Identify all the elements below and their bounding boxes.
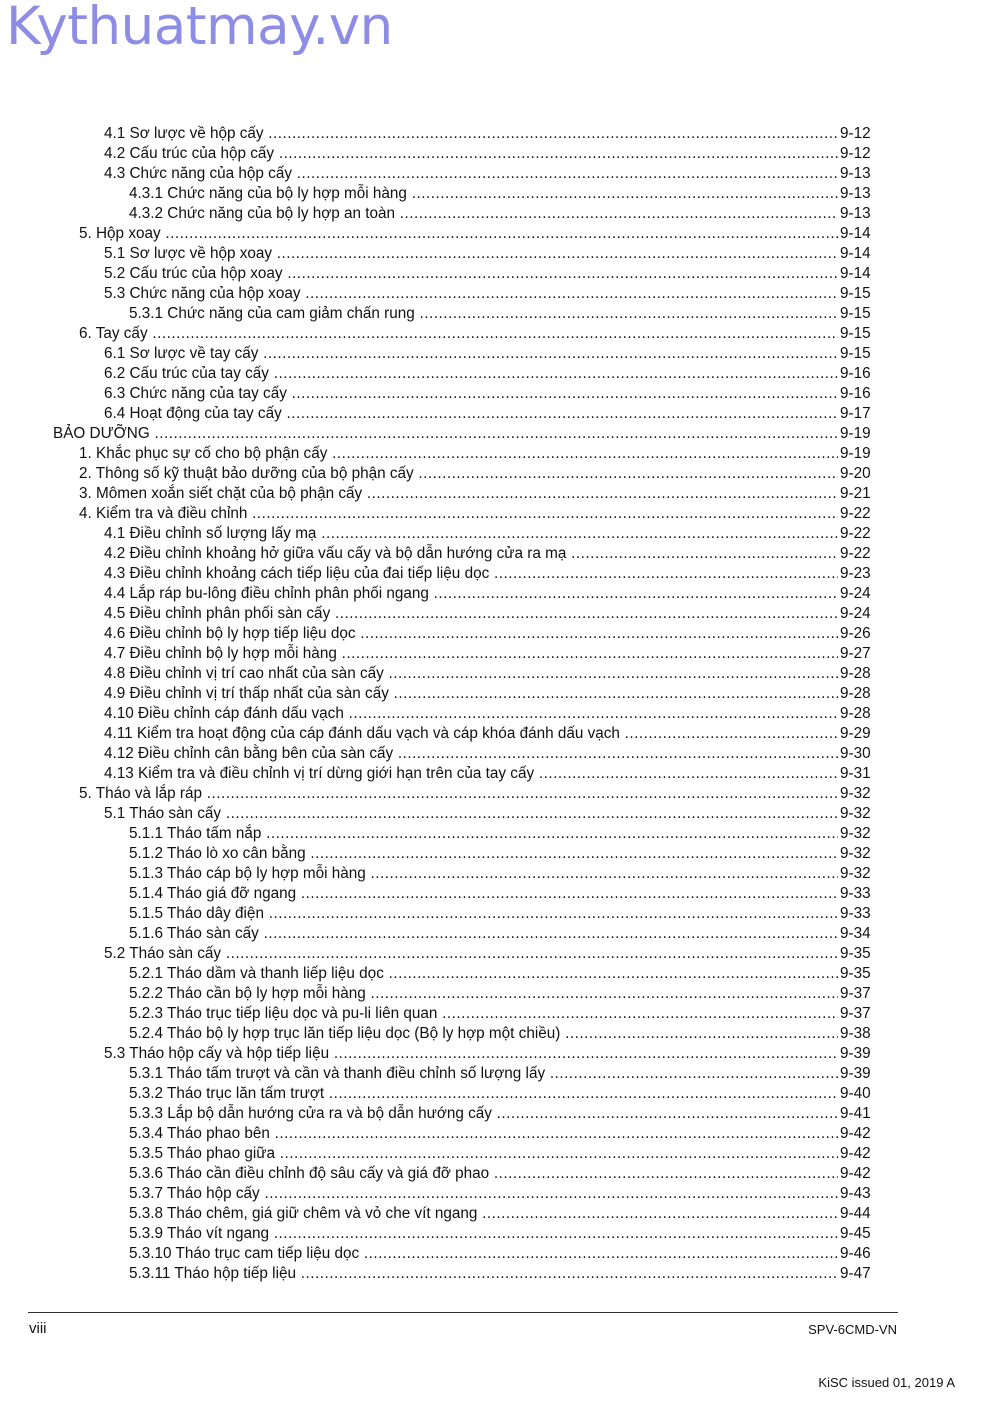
toc-entry-title: 4.11 Kiểm tra hoạt động của cáp đánh dấu vạch và cáp khóa đánh dấu vạch ..... [104, 724, 838, 744]
toc-entry-page: 9-27 [840, 645, 871, 662]
toc-entry [0, 464, 993, 484]
toc-entry-title: 5.3.9 Tháo vít ngang ..... [129, 1224, 838, 1244]
toc-entry-page: 9-15 [840, 345, 871, 362]
toc-entry [0, 904, 993, 924]
toc-entry [0, 384, 993, 404]
toc-entry-title: 6.3 Chức năng của tay cấy ..... [104, 384, 838, 404]
footer-divider [28, 1312, 898, 1313]
toc-entry-page: 9-15 [840, 325, 871, 342]
toc-entry-page: 9-22 [840, 545, 871, 562]
toc-entry-title: 4.8 Điều chỉnh vị trí cao nhất của sàn cấy ..... [104, 664, 838, 684]
toc-entry [0, 1104, 993, 1124]
toc-entry-page: 9-43 [840, 1185, 871, 1202]
toc-entry-page: 9-47 [840, 1265, 871, 1282]
toc-entry [0, 484, 993, 504]
toc-entry-page: 9-15 [840, 285, 871, 302]
toc-entry [0, 344, 993, 364]
toc-entry-title: 5.1 Sơ lược về hộp xoay ..... [104, 244, 838, 264]
toc-entry [0, 724, 993, 744]
toc-entry [0, 784, 993, 804]
toc-entry-title: 5.3.7 Tháo hộp cấy ..... [129, 1184, 838, 1204]
toc-entry-title: 5.3.8 Tháo chêm, giá giữ chêm và vỏ che vít ngang ..... [129, 1204, 838, 1224]
toc-entry-title: 5.2.1 Tháo dầm và thanh liếp liệu dọc ..... [129, 964, 838, 984]
toc-entry-title: 5.2.2 Tháo cần bộ ly hợp mỗi hàng ..... [129, 984, 838, 1004]
toc-entry-page: 9-42 [840, 1165, 871, 1182]
toc-entry-page: 9-13 [840, 205, 871, 222]
toc-entry [0, 1224, 993, 1244]
toc-entry-title: 5. Hộp xoay ..... [79, 224, 838, 244]
toc-entry-page: 9-35 [840, 965, 871, 982]
toc-entry [0, 1264, 993, 1284]
footer-doc-code: SPV-6CMD-VN [808, 1322, 897, 1337]
toc-entry [0, 524, 993, 544]
toc-entry-page: 9-34 [840, 925, 871, 942]
toc-entry-title: 5.3.3 Lắp bộ dẫn hướng cửa ra và bộ dẫn hướng cấy ..... [129, 1104, 838, 1124]
toc-entry [0, 124, 993, 144]
toc-entry [0, 1044, 993, 1064]
toc-entry-page: 9-29 [840, 725, 871, 742]
toc-entry [0, 244, 993, 264]
toc-entry-title: 4. Kiểm tra và điều chỉnh ..... [79, 504, 838, 524]
table-of-contents [0, 124, 993, 1284]
toc-entry-page: 9-37 [840, 1005, 871, 1022]
toc-entry-title: 6.1 Sơ lược về tay cấy ..... [104, 344, 838, 364]
toc-entry-title: BẢO DƯỠNG ..... [53, 424, 838, 444]
toc-entry [0, 1084, 993, 1104]
toc-entry [0, 604, 993, 624]
toc-entry-title: 5.1.4 Tháo giá đỡ ngang ..... [129, 884, 838, 904]
toc-entry-page: 9-40 [840, 1085, 871, 1102]
toc-entry-title: 3. Mômen xoắn siết chặt của bộ phận cấy ..... [79, 484, 838, 504]
toc-entry-title: 5.3.11 Tháo hộp tiếp liệu ..... [129, 1264, 838, 1284]
toc-entry-page: 9-30 [840, 745, 871, 762]
toc-entry-title: 4.5 Điều chỉnh phân phối sàn cấy ..... [104, 604, 838, 624]
toc-entry-page: 9-24 [840, 585, 871, 602]
toc-entry-title: 4.3 Chức năng của hộp cấy ..... [104, 164, 838, 184]
toc-entry-title: 5.1.6 Tháo sàn cấy ..... [129, 924, 838, 944]
toc-entry [0, 664, 993, 684]
toc-entry [0, 544, 993, 564]
toc-entry-page: 9-23 [840, 565, 871, 582]
toc-entry-title: 5.3.1 Chức năng của cam giảm chấn rung ..... [129, 304, 838, 324]
toc-entry-title: 5.3.1 Tháo tấm trượt và cần và thanh điều chỉnh số lượng lấy ..... [129, 1064, 838, 1084]
watermark: Kythuatmay.vn [6, 0, 393, 57]
toc-entry [0, 644, 993, 664]
toc-entry [0, 324, 993, 344]
toc-entry-page: 9-41 [840, 1105, 871, 1122]
toc-entry [0, 1184, 993, 1204]
toc-entry-page: 9-15 [840, 305, 871, 322]
toc-entry-page: 9-38 [840, 1025, 871, 1042]
toc-entry-title: 6.2 Cấu trúc của tay cấy ..... [104, 364, 838, 384]
toc-entry [0, 844, 993, 864]
toc-entry [0, 624, 993, 644]
toc-entry [0, 404, 993, 424]
toc-entry-title: 1. Khắc phục sự cố cho bộ phận cấy ..... [79, 444, 838, 464]
toc-entry [0, 804, 993, 824]
toc-entry-page: 9-28 [840, 665, 871, 682]
toc-entry-title: 4.1 Sơ lược về hộp cấy ..... [104, 124, 838, 144]
toc-entry-title: 4.4 Lắp ráp bu-lông điều chỉnh phân phối ngang ..... [104, 584, 838, 604]
toc-entry-title: 5.2.4 Tháo bộ ly hợp trục lăn tiếp liệu dọc (Bộ ly hợp một chiều) ..... [129, 1024, 838, 1044]
toc-entry-page: 9-14 [840, 245, 871, 262]
toc-entry-page: 9-28 [840, 685, 871, 702]
toc-entry [0, 744, 993, 764]
toc-entry-title: 5.1.5 Tháo dây điện ..... [129, 904, 838, 924]
toc-entry-page: 9-22 [840, 505, 871, 522]
toc-entry-title: 4.13 Kiểm tra và điều chỉnh vị trí dừng giới hạn trên của tay cấy ..... [104, 764, 838, 784]
toc-entry-title: 4.3 Điều chỉnh khoảng cách tiếp liệu của đai tiếp liệu dọc ..... [104, 564, 838, 584]
toc-entry [0, 964, 993, 984]
toc-entry [0, 1004, 993, 1024]
toc-entry [0, 1024, 993, 1044]
toc-entry-page: 9-16 [840, 385, 871, 402]
toc-entry [0, 424, 993, 444]
toc-entry-title: 5.1.1 Tháo tấm nắp ..... [129, 824, 838, 844]
toc-entry-page: 9-19 [840, 425, 871, 442]
toc-entry-title: 5.3.10 Tháo trục cam tiếp liệu dọc ..... [129, 1244, 838, 1264]
toc-entry-page: 9-44 [840, 1205, 871, 1222]
toc-entry [0, 564, 993, 584]
toc-entry [0, 224, 993, 244]
toc-entry-title: 4.6 Điều chỉnh bộ ly hợp tiếp liệu dọc ..... [104, 624, 838, 644]
toc-entry [0, 924, 993, 944]
toc-entry [0, 304, 993, 324]
toc-entry [0, 944, 993, 964]
toc-entry-title: 4.3.2 Chức năng của bộ ly hợp an toàn ..... [129, 204, 838, 224]
toc-entry-page: 9-28 [840, 705, 871, 722]
toc-entry [0, 264, 993, 284]
toc-entry-title: 2. Thông số kỹ thuật bảo dưỡng của bộ phận cấy ..... [79, 464, 838, 484]
toc-entry-page: 9-13 [840, 185, 871, 202]
issued-note: KiSC issued 01, 2019 A [818, 1375, 955, 1390]
toc-entry-page: 9-24 [840, 605, 871, 622]
toc-entry-page: 9-32 [840, 845, 871, 862]
toc-entry-page: 9-32 [840, 825, 871, 842]
toc-entry [0, 184, 993, 204]
toc-entry-title: 4.7 Điều chỉnh bộ ly hợp mỗi hàng ..... [104, 644, 838, 664]
toc-entry-page: 9-13 [840, 165, 871, 182]
toc-entry [0, 704, 993, 724]
toc-entry-page: 9-16 [840, 365, 871, 382]
toc-entry-title: 4.3.1 Chức năng của bộ ly hợp mỗi hàng ..... [129, 184, 838, 204]
toc-entry-page: 9-17 [840, 405, 871, 422]
toc-entry-page: 9-37 [840, 985, 871, 1002]
toc-entry-page: 9-31 [840, 765, 871, 782]
toc-entry-page: 9-14 [840, 265, 871, 282]
toc-entry-page: 9-12 [840, 125, 871, 142]
toc-entry-title: 5.1.3 Tháo cáp bộ ly hợp mỗi hàng ..... [129, 864, 838, 884]
toc-entry [0, 984, 993, 1004]
toc-entry-title: 4.10 Điều chỉnh cáp đánh dấu vạch ..... [104, 704, 838, 724]
toc-entry [0, 1144, 993, 1164]
toc-entry-page: 9-21 [840, 485, 871, 502]
toc-entry-title: 5.2 Tháo sàn cấy ..... [104, 944, 838, 964]
toc-entry-page: 9-20 [840, 465, 871, 482]
footer-page-number: viii [29, 1320, 47, 1337]
toc-entry [0, 284, 993, 304]
toc-entry-page: 9-32 [840, 865, 871, 882]
toc-entry [0, 1204, 993, 1224]
toc-entry-title: 5.2.3 Tháo trục tiếp liệu dọc và pu-li liên quan ..... [129, 1004, 838, 1024]
toc-entry [0, 884, 993, 904]
toc-entry [0, 504, 993, 524]
toc-entry-title: 5.3 Chức năng của hộp xoay ..... [104, 284, 838, 304]
toc-entry-page: 9-33 [840, 885, 871, 902]
toc-entry-title: 5.1 Tháo sàn cấy ..... [104, 804, 838, 824]
toc-entry-title: 4.2 Cấu trúc của hộp cấy ..... [104, 144, 838, 164]
toc-entry [0, 144, 993, 164]
toc-entry-title: 5. Tháo và lắp ráp ..... [79, 784, 838, 804]
toc-entry-title: 5.3 Tháo hộp cấy và hộp tiếp liệu ..... [104, 1044, 838, 1064]
toc-entry-title: 5.1.2 Tháo lò xo cân bằng ..... [129, 844, 838, 864]
toc-entry-page: 9-32 [840, 805, 871, 822]
toc-entry-page: 9-39 [840, 1065, 871, 1082]
toc-entry-title: 5.2 Cấu trúc của hộp xoay ..... [104, 264, 838, 284]
toc-entry-title: 4.1 Điều chỉnh số lượng lấy mạ ..... [104, 524, 838, 544]
toc-entry-page: 9-42 [840, 1145, 871, 1162]
toc-entry-page: 9-45 [840, 1225, 871, 1242]
toc-entry-page: 9-32 [840, 785, 871, 802]
toc-entry [0, 1064, 993, 1084]
toc-entry-title: 5.3.4 Tháo phao bên ..... [129, 1124, 838, 1144]
toc-entry [0, 764, 993, 784]
toc-entry [0, 1124, 993, 1144]
toc-entry [0, 684, 993, 704]
toc-entry-page: 9-14 [840, 225, 871, 242]
toc-entry-page: 9-19 [840, 445, 871, 462]
toc-entry-page: 9-33 [840, 905, 871, 922]
toc-entry-title: 6.4 Hoạt động của tay cấy ..... [104, 404, 838, 424]
toc-entry-title: 4.9 Điều chỉnh vị trí thấp nhất của sàn cấy ..... [104, 684, 838, 704]
toc-entry-page: 9-39 [840, 1045, 871, 1062]
toc-entry [0, 584, 993, 604]
toc-entry [0, 824, 993, 844]
toc-entry-page: 9-22 [840, 525, 871, 542]
toc-entry [0, 364, 993, 384]
toc-entry [0, 864, 993, 884]
toc-entry-page: 9-35 [840, 945, 871, 962]
toc-entry [0, 444, 993, 464]
toc-entry-title: 4.2 Điều chỉnh khoảng hở giữa vấu cấy và bộ dẫn hướng cửa ra mạ ..... [104, 544, 838, 564]
toc-entry [0, 1164, 993, 1184]
toc-entry [0, 1244, 993, 1264]
toc-entry [0, 164, 993, 184]
toc-entry-page: 9-26 [840, 625, 871, 642]
toc-entry-title: 4.12 Điều chỉnh cân bằng bên của sàn cấy ..... [104, 744, 838, 764]
toc-entry [0, 204, 993, 224]
toc-entry-title: 6. Tay cấy ..... [79, 324, 838, 344]
toc-entry-page: 9-46 [840, 1245, 871, 1262]
toc-entry-title: 5.3.6 Tháo cần điều chỉnh độ sâu cấy và giá đỡ phao ..... [129, 1164, 838, 1184]
toc-entry-title: 5.3.5 Tháo phao giữa ..... [129, 1144, 838, 1164]
toc-entry-page: 9-12 [840, 145, 871, 162]
toc-entry-page: 9-42 [840, 1125, 871, 1142]
toc-entry-title: 5.3.2 Tháo trục lăn tấm trượt ..... [129, 1084, 838, 1104]
